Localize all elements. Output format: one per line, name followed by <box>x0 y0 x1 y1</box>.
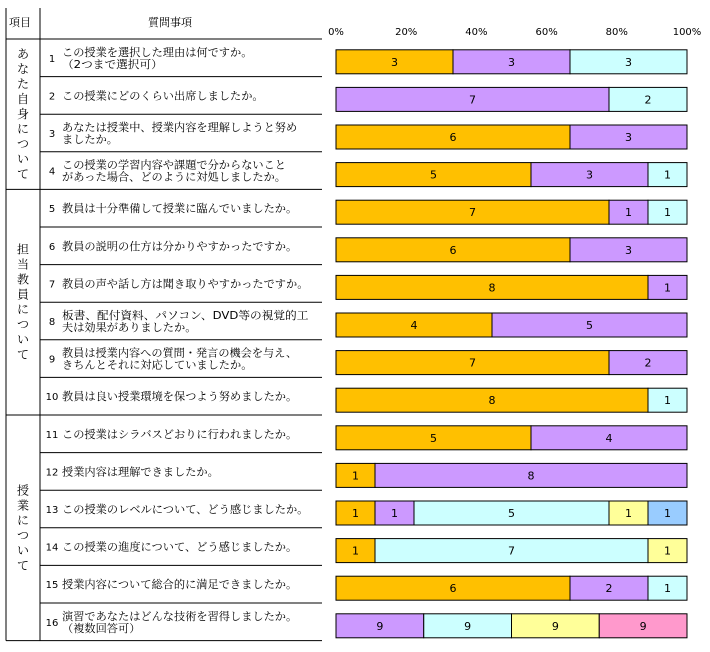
section-label-char: に <box>16 122 30 137</box>
question-text: ましたか。 <box>62 133 118 146</box>
bar-value-label: 1 <box>352 469 359 483</box>
section-label-char: て <box>16 558 30 573</box>
bar-value-label: 7 <box>469 93 476 107</box>
question-text: あなたは授業中、授業内容を理解しようと努め <box>62 121 293 134</box>
question-text: 演習であなたはどんな技術を習得しましたか。 <box>62 609 293 623</box>
axis-tick-label: 80% <box>605 27 628 38</box>
bar-value-label: 2 <box>644 93 652 107</box>
axis-tick-label: 60% <box>535 27 558 38</box>
section-label-char: つ <box>16 317 30 332</box>
bar-value-label: 8 <box>488 394 496 408</box>
bar-value-label: 9 <box>376 619 384 633</box>
question-text: この授業のレベルについて、どう感じましたか。 <box>62 503 304 516</box>
bar-value-label: 7 <box>469 206 476 220</box>
bar-value-label: 3 <box>625 243 632 257</box>
question-text: 教員の声や話し方は聞き取りやすかったですか。 <box>62 277 304 291</box>
question-text: （複数回答可） <box>62 621 139 635</box>
question-text: があった場合、どのように対処しましたか。 <box>62 170 282 184</box>
stacked-bars <box>336 50 687 638</box>
bar-value-label: 1 <box>391 507 398 520</box>
question-text: 教員は授業内容への質問・発言の機会を与え、 <box>62 346 294 360</box>
bar-value-label: 1 <box>664 281 671 295</box>
question-text: この授業にどのくらい出席しましたか。 <box>62 89 260 103</box>
bar-value-label: 3 <box>625 131 632 144</box>
question-number: 6 <box>48 241 56 253</box>
bar-value-label: 1 <box>625 206 632 220</box>
bar-value-label: 1 <box>664 168 671 182</box>
section-label-char: 授 <box>16 483 30 498</box>
bar-value-label: 4 <box>410 319 418 332</box>
bar-value-label: 9 <box>551 619 559 633</box>
section-label-char: た <box>16 77 30 92</box>
question-text: 授業内容は理解できましたか。 <box>62 465 216 479</box>
section-label-char: 教 <box>16 272 30 287</box>
question-number: 8 <box>48 317 56 328</box>
section-label-char: い <box>16 332 30 347</box>
section-label-char: 身 <box>16 107 30 122</box>
question-number: 14 <box>45 542 59 554</box>
section-label-char: い <box>16 543 30 558</box>
bar-value-label: 1 <box>664 206 671 220</box>
bar-value-label: 5 <box>586 319 593 332</box>
question-text: 教員は良い授業環境を保つよう努めましたか。 <box>62 390 293 404</box>
bar-value-label: 1 <box>352 507 359 520</box>
question-text: 授業内容について総合的に満足できましたか。 <box>62 578 293 592</box>
question-text: この授業の学習内容や課題で分からないこと <box>62 158 282 172</box>
bar-value-label: 5 <box>430 431 437 445</box>
bar-value-label: 7 <box>508 544 515 558</box>
question-number: 2 <box>48 91 56 103</box>
bar-value-label: 1 <box>352 544 359 558</box>
section-label-char: て <box>16 167 30 182</box>
bar-value-label: 9 <box>639 619 647 633</box>
bar-value-label: 6 <box>449 243 457 257</box>
bar-value-label: 2 <box>605 582 613 596</box>
bar-value-label: 3 <box>625 55 632 69</box>
bar-value-label: 9 <box>464 619 472 633</box>
question-number: 7 <box>48 279 56 291</box>
header-question: 質問事項 <box>148 16 192 29</box>
section-label-char: 自 <box>16 92 30 107</box>
header-category: 項目 <box>9 16 31 29</box>
section-label-char: な <box>16 62 30 77</box>
axis-tick-label: 0% <box>328 27 344 38</box>
bar-value-label: 8 <box>527 469 535 483</box>
bar-value-label: 6 <box>449 131 457 144</box>
question-number: 9 <box>48 354 56 366</box>
axis-tick-label: 100% <box>672 27 702 38</box>
question-number: 13 <box>45 505 59 516</box>
question-text: （2つまで選択可） <box>62 57 157 71</box>
question-number: 12 <box>45 467 59 479</box>
section-label-char: つ <box>16 137 30 152</box>
question-number: 5 <box>48 204 56 216</box>
bar-value-label: 7 <box>469 356 476 370</box>
bar-value-label: 3 <box>391 55 398 69</box>
question-text: この授業を選択した理由は何ですか。 <box>62 45 249 59</box>
section-label-char: に <box>16 513 30 528</box>
question-text: 教員の説明の仕方は分かりやすかったですか。 <box>62 239 293 253</box>
question-text: この授業はシラバスどおりに行われましたか。 <box>62 427 293 441</box>
bar-value-label: 5 <box>508 507 515 520</box>
section-label-char: い <box>16 152 30 167</box>
bar-value-label: 1 <box>625 507 632 520</box>
bar-value-label: 8 <box>488 281 496 295</box>
question-number: 10 <box>45 392 59 404</box>
section-label-char: に <box>16 302 30 317</box>
bar-value-label: 1 <box>664 544 671 558</box>
question-text: 板書、配付資料、パソコン、DVD等の視覚的工 <box>62 309 295 322</box>
question-text: 教員は十分準備して授業に臨んでいましたか。 <box>62 202 293 216</box>
section-label-char: て <box>16 347 30 362</box>
bar-value-label: 1 <box>664 394 671 408</box>
section-label-char: つ <box>16 528 30 543</box>
bar-value-label: 5 <box>430 168 437 182</box>
bar-value-label: 3 <box>508 55 515 69</box>
section-labels <box>17 47 29 572</box>
bar-value-label: 4 <box>605 431 613 445</box>
axis-tick-label: 20% <box>395 27 418 38</box>
bar-value-label: 3 <box>586 168 593 182</box>
question-number: 11 <box>45 429 59 441</box>
bar-value-label: 6 <box>449 582 457 596</box>
section-label-char: 業 <box>16 498 30 513</box>
bar-value-label: 2 <box>644 356 652 370</box>
section-label-char: 担 <box>16 242 30 257</box>
question-number: 3 <box>48 129 56 140</box>
section-label-char: あ <box>16 47 30 62</box>
section-label-char: 員 <box>16 287 30 302</box>
question-text: この授業の進度について、どう感じましたか。 <box>62 540 293 554</box>
question-text: きちんとそれに対応していましたか。 <box>62 358 249 372</box>
bar-value-label: 1 <box>664 582 671 596</box>
question-text: 夫は効果がありましたか。 <box>62 321 194 334</box>
question-number: 15 <box>45 580 59 592</box>
axis-tick-label: 40% <box>465 27 488 38</box>
question-number: 1 <box>48 53 56 65</box>
question-number: 16 <box>45 617 59 629</box>
x-axis <box>328 27 701 38</box>
bar-value-label: 1 <box>664 507 671 520</box>
section-label-char: 当 <box>16 257 30 272</box>
question-number: 4 <box>48 166 56 178</box>
